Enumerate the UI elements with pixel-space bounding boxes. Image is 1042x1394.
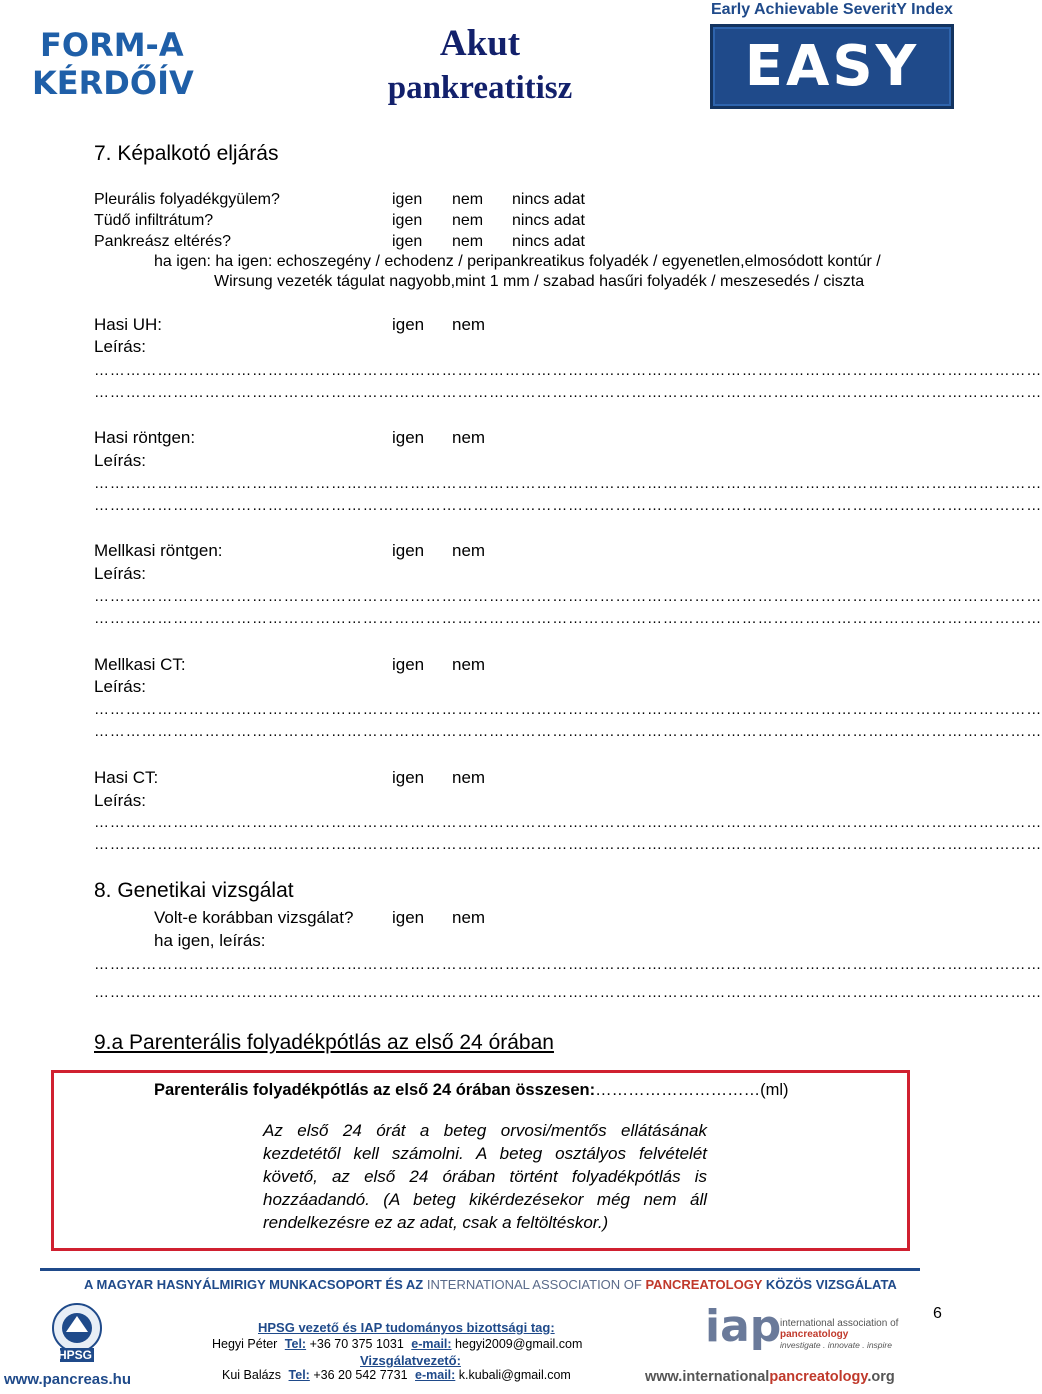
lead-tel-label: Tel: bbox=[284, 1337, 307, 1351]
genetic-question: Volt-e korábban vizsgálat? bbox=[154, 908, 354, 927]
genetic-nem[interactable]: nem bbox=[452, 908, 486, 927]
fluid-total-row bbox=[154, 1081, 789, 1100]
lead-label: HPSG vezető és IAP tudományos bizottsági tag: bbox=[258, 1320, 555, 1335]
dotted-field[interactable]: ……………………………………………………………………………………………………………………………………………………………… bbox=[94, 475, 1042, 492]
exam-nem[interactable]: nem bbox=[452, 315, 486, 334]
hpsg-url[interactable]: www.pancreas.hu bbox=[4, 1371, 131, 1388]
iap-logo bbox=[705, 1303, 781, 1351]
question-pleural-igen[interactable]: igen bbox=[392, 191, 423, 208]
exam-label: Mellkasi röntgen: bbox=[94, 541, 223, 560]
section-8-title: 8. Genetikai vizsgálat bbox=[94, 879, 294, 902]
title-line-2: pankreatitisz bbox=[387, 70, 573, 106]
footer-title bbox=[84, 1277, 897, 1292]
question-lung-igen[interactable]: igen bbox=[392, 212, 423, 229]
exam-desc-label: Leírás: bbox=[94, 564, 146, 583]
exam-label: Mellkasi CT: bbox=[94, 655, 186, 674]
hpsg-logo bbox=[38, 1302, 116, 1364]
section-7-title: 7. Képalkotó eljárás bbox=[94, 142, 279, 165]
section-9a-title: 9.a Parenterális folyadékpótlás az első 24 órában bbox=[94, 1031, 554, 1054]
question-pleural-nem[interactable]: nem bbox=[452, 191, 484, 208]
question-pancreas-igen[interactable]: igen bbox=[392, 233, 423, 250]
dotted-field[interactable]: ……………………………………………………………………………………………………………………………………………………………… bbox=[94, 497, 1042, 514]
question-pancreas-label: Pankreász eltérés? bbox=[94, 233, 231, 250]
exam-desc-label: Leírás: bbox=[94, 677, 146, 696]
document-title bbox=[355, 22, 605, 110]
iap-text-block bbox=[780, 1318, 898, 1351]
lead-email-label: e-mail: bbox=[411, 1337, 452, 1351]
iap-url-part-1: www.international bbox=[645, 1369, 770, 1385]
footer-title-part-2: INTERNATIONAL ASSOCIATION OF bbox=[426, 1277, 646, 1292]
iap-text-1: international association of bbox=[780, 1318, 899, 1329]
question-lung-label: Tüdő infiltrátum? bbox=[94, 212, 214, 229]
exam-label: Hasi CT: bbox=[94, 768, 159, 787]
easy-logo-text: EASY bbox=[744, 34, 920, 99]
pancreas-detail-line-2: Wirsung vezeték tágulat nagyobb,mint 1 mm / szabad hasűri folyadék / meszesedés / ciszta bbox=[214, 273, 865, 290]
exam-nem[interactable]: nem bbox=[452, 768, 486, 787]
fluid-total-field[interactable]: ………………………… bbox=[595, 1081, 761, 1099]
exam-desc-label: Leírás: bbox=[94, 337, 146, 356]
page-number: 6 bbox=[933, 1305, 942, 1322]
iap-text-3: investigate . innovate . inspire bbox=[780, 1340, 892, 1350]
exam-desc-label: Leírás: bbox=[94, 791, 146, 810]
hpsg-logo-text: HPSG bbox=[58, 1348, 93, 1362]
question-lung-nincs[interactable]: nincs adat bbox=[512, 212, 585, 229]
iap-url-part-3: .org bbox=[867, 1369, 895, 1385]
dotted-field[interactable]: ……………………………………………………………………………………………………………………………………………………………… bbox=[94, 362, 1042, 379]
fluid-note: Az első 24 órát a beteg orvosi/mentős ellátásának kezdetétől kell számolni. A beteg osztályos felvételét követő, az első 24 órában történt folyadékpótlás is hozzáadandó. (A beteg kikérdezésekor még nem áll rendelkezésre ez az adat, csak a feltöltéskor.) bbox=[263, 1121, 707, 1232]
question-pancreas-nem[interactable]: nem bbox=[452, 233, 484, 250]
dotted-field[interactable]: ……………………………………………………………………………………………………………………………………………………………… bbox=[94, 588, 1042, 605]
dotted-field[interactable]: ……………………………………………………………………………………………………………………………………………………………… bbox=[94, 701, 1042, 718]
exam-nem[interactable]: nem bbox=[452, 428, 486, 447]
question-pleural-label: Pleurális folyadékgyülem? bbox=[94, 191, 280, 208]
exam-label: Hasi UH: bbox=[94, 315, 163, 334]
lead-email[interactable]: hegyi2009@gmail.com bbox=[455, 1337, 583, 1351]
genetic-desc-label: ha igen, leírás: bbox=[154, 931, 266, 950]
footer-title-part-1: A MAGYAR HASNYÁLMIRIGY MUNKACSOPORT ÉS AZ bbox=[84, 1277, 427, 1292]
exam-igen[interactable]: igen bbox=[392, 428, 425, 447]
exam-igen[interactable]: igen bbox=[392, 541, 425, 560]
iap-logo-text: iap bbox=[705, 1301, 782, 1352]
dotted-field[interactable]: ……………………………………………………………………………………………………………………………………………………………… bbox=[94, 723, 1042, 740]
title-line-1: Akut bbox=[439, 23, 521, 64]
form-line-2: KÉRDŐÍV bbox=[32, 64, 194, 102]
dotted-field[interactable]: ……………………………………………………………………………………………………………………………………………………………… bbox=[94, 814, 1042, 831]
fluid-total-label: Parenterális folyadékpótlás az első 24 órában összesen: bbox=[154, 1081, 596, 1099]
footer-title-part-4: KÖZÖS VIZSGÁLATA bbox=[762, 1277, 897, 1292]
footer-divider bbox=[40, 1268, 920, 1271]
easy-subtitle: Early Achievable SeveritY Index bbox=[711, 1, 953, 18]
coord-name: Kui Balázs bbox=[222, 1368, 282, 1382]
coord-tel-label: Tel: bbox=[288, 1368, 310, 1382]
coord-contact-row bbox=[222, 1368, 571, 1382]
exam-nem[interactable]: nem bbox=[452, 541, 486, 560]
iap-url-part-2: pancreatology bbox=[769, 1369, 868, 1385]
dotted-field[interactable]: ……………………………………………………………………………………………………………………………………………………………… bbox=[94, 956, 1042, 973]
lead-name: Hegyi Péter bbox=[212, 1337, 278, 1351]
footer-title-part-3: PANCREATOLOGY bbox=[645, 1277, 763, 1292]
fluid-total-unit: (ml) bbox=[760, 1081, 789, 1099]
lead-tel: +36 70 375 1031 bbox=[309, 1337, 404, 1351]
coord-tel: +36 20 542 7731 bbox=[313, 1368, 408, 1382]
form-line-1: FORM-A bbox=[40, 26, 184, 64]
pancreas-detail-line-1: ha igen: ha igen: echoszegény / echodenz / peripankreatikus folyadék / egyenetlen,elmosódott kontúr / bbox=[154, 253, 881, 270]
form-label bbox=[32, 26, 194, 102]
easy-logo bbox=[710, 24, 954, 109]
iap-text-2: pancreatology bbox=[780, 1329, 849, 1340]
dotted-field[interactable]: ……………………………………………………………………………………………………………………………………………………………… bbox=[94, 384, 1042, 401]
exam-igen[interactable]: igen bbox=[392, 655, 425, 674]
exam-igen[interactable]: igen bbox=[392, 315, 425, 334]
lead-contact-row bbox=[212, 1337, 582, 1351]
question-pancreas-nincs[interactable]: nincs adat bbox=[512, 233, 585, 250]
question-pleural-nincs[interactable]: nincs adat bbox=[512, 191, 585, 208]
dotted-field[interactable]: ……………………………………………………………………………………………………………………………………………………………… bbox=[94, 984, 1042, 1001]
dotted-field[interactable]: ……………………………………………………………………………………………………………………………………………………………… bbox=[94, 610, 1042, 627]
iap-url[interactable] bbox=[645, 1369, 895, 1385]
question-lung-nem[interactable]: nem bbox=[452, 212, 484, 229]
coord-email[interactable]: k.kubali@gmail.com bbox=[458, 1368, 571, 1382]
exam-label: Hasi röntgen: bbox=[94, 428, 196, 447]
genetic-igen[interactable]: igen bbox=[392, 908, 425, 927]
exam-desc-label: Leírás: bbox=[94, 451, 146, 470]
exam-igen[interactable]: igen bbox=[392, 768, 425, 787]
exam-nem[interactable]: nem bbox=[452, 655, 486, 674]
coord-label: Vizsgálatvezető: bbox=[360, 1353, 461, 1368]
dotted-field[interactable]: ……………………………………………………………………………………………………………………………………………………………… bbox=[94, 836, 1042, 853]
coord-email-label: e-mail: bbox=[415, 1368, 456, 1382]
